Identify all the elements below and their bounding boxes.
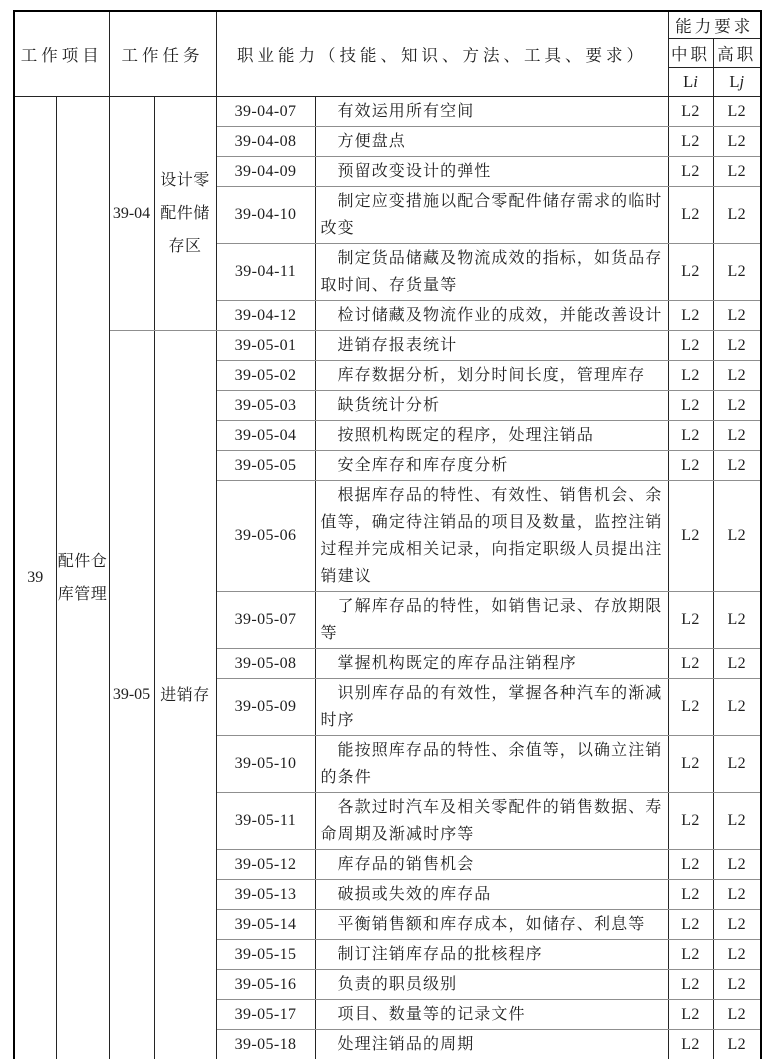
- level-prefix: L: [683, 72, 694, 91]
- ability-code-cell: 39-05-11: [216, 793, 315, 850]
- task-code-cell: 39-04: [109, 97, 154, 331]
- header-level-high: [713, 68, 761, 97]
- level-high-cell: L2: [713, 970, 761, 1000]
- ability-desc-cell: 处理注销品的周期: [315, 1030, 668, 1059]
- level-high-cell: L2: [713, 736, 761, 793]
- level-high-cell: L2: [713, 127, 761, 157]
- ability-code-cell: 39-04-11: [216, 244, 315, 301]
- ability-code-cell: 39-05-01: [216, 331, 315, 361]
- level-high-cell: L2: [713, 421, 761, 451]
- level-high-cell: L2: [713, 880, 761, 910]
- ability-desc-cell: 破损或失效的库存品: [315, 880, 668, 910]
- ability-code-cell: 39-05-17: [216, 1000, 315, 1030]
- ability-code-cell: 39-05-08: [216, 649, 315, 679]
- level-high-cell: L2: [713, 391, 761, 421]
- level-high-cell: L2: [713, 187, 761, 244]
- ability-desc-cell: 掌握机构既定的库存品注销程序: [315, 649, 668, 679]
- ability-code-cell: 39-04-08: [216, 127, 315, 157]
- ability-desc-cell: 预留改变设计的弹性: [315, 157, 668, 187]
- ability-desc-cell: 进销存报表统计: [315, 331, 668, 361]
- level-high-cell: L2: [713, 1030, 761, 1059]
- level-high-cell: L2: [713, 1000, 761, 1030]
- level-subscript: i: [693, 72, 698, 91]
- ability-code-cell: 39-05-15: [216, 940, 315, 970]
- ability-desc-cell: 方便盘点: [315, 127, 668, 157]
- level-high-cell: L2: [713, 481, 761, 592]
- ability-desc-cell: 库存品的销售机会: [315, 850, 668, 880]
- level-mid-cell: L2: [668, 793, 713, 850]
- level-subscript: j: [739, 72, 745, 91]
- ability-desc-cell: 各款过时汽车及相关零配件的销售数据、寿命周期及渐减时序等: [315, 793, 668, 850]
- level-high-cell: L2: [713, 592, 761, 649]
- level-mid-cell: L2: [668, 649, 713, 679]
- level-mid-cell: L2: [668, 157, 713, 187]
- level-mid-cell: L2: [668, 331, 713, 361]
- table-header-row: [14, 11, 761, 39]
- level-mid-cell: L2: [668, 679, 713, 736]
- ability-code-cell: 39-05-16: [216, 970, 315, 1000]
- project-name-cell: 配件仓库管理: [56, 97, 109, 1059]
- ability-code-cell: 39-05-06: [216, 481, 315, 592]
- ability-code-cell: 39-05-09: [216, 679, 315, 736]
- level-high-cell: L2: [713, 97, 761, 127]
- ability-code-cell: 39-05-13: [216, 880, 315, 910]
- level-mid-cell: L2: [668, 127, 713, 157]
- level-mid-cell: L2: [668, 850, 713, 880]
- level-high-cell: L2: [713, 361, 761, 391]
- level-mid-cell: L2: [668, 481, 713, 592]
- header-ability: 职业能力（技能、知识、方法、工具、要求）: [216, 11, 668, 97]
- level-mid-cell: L2: [668, 301, 713, 331]
- ability-desc-cell: 按照机构既定的程序，处理注销品: [315, 421, 668, 451]
- level-high-cell: L2: [713, 451, 761, 481]
- header-project: 工作项目: [14, 11, 109, 97]
- header-requirement: 能力要求: [668, 11, 761, 39]
- ability-code-cell: 39-05-07: [216, 592, 315, 649]
- ability-code-cell: 39-04-09: [216, 157, 315, 187]
- ability-desc-cell: 了解库存品的特性，如销售记录、存放期限等: [315, 592, 668, 649]
- header-high-vocational: 高职: [713, 39, 761, 68]
- level-mid-cell: L2: [668, 391, 713, 421]
- level-high-cell: L2: [713, 244, 761, 301]
- level-high-cell: L2: [713, 301, 761, 331]
- ability-code-cell: 39-05-05: [216, 451, 315, 481]
- ability-code-cell: 39-05-04: [216, 421, 315, 451]
- level-high-cell: L2: [713, 679, 761, 736]
- ability-desc-cell: 平衡销售额和库存成本，如储存、利息等: [315, 910, 668, 940]
- level-high-cell: L2: [713, 793, 761, 850]
- level-mid-cell: L2: [668, 361, 713, 391]
- table-row: [14, 97, 761, 127]
- ability-desc-cell: 根据库存品的特性、有效性、销售机会、余值等，确定待注销品的项目及数量，监控注销过程并完成相关记录，向指定职级人员提出注销建议: [315, 481, 668, 592]
- ability-desc-cell: 识别库存品的有效性，掌握各种汽车的渐减时序: [315, 679, 668, 736]
- ability-desc-cell: 项目、数量等的记录文件: [315, 1000, 668, 1030]
- level-mid-cell: L2: [668, 736, 713, 793]
- level-high-cell: L2: [713, 157, 761, 187]
- level-mid-cell: L2: [668, 97, 713, 127]
- level-mid-cell: L2: [668, 451, 713, 481]
- ability-code-cell: 39-05-12: [216, 850, 315, 880]
- task-name-cell: 进销存: [154, 331, 216, 1059]
- header-task: 工作任务: [109, 11, 216, 97]
- ability-code-cell: 39-05-14: [216, 910, 315, 940]
- ability-desc-cell: 能按照库存品的特性、余值等，以确立注销的条件: [315, 736, 668, 793]
- ability-desc-cell: 负责的职员级别: [315, 970, 668, 1000]
- level-prefix: L: [729, 72, 740, 91]
- level-mid-cell: L2: [668, 1000, 713, 1030]
- ability-desc-cell: 缺货统计分析: [315, 391, 668, 421]
- level-mid-cell: L2: [668, 592, 713, 649]
- level-mid-cell: L2: [668, 970, 713, 1000]
- level-mid-cell: L2: [668, 940, 713, 970]
- ability-code-cell: 39-05-18: [216, 1030, 315, 1059]
- level-high-cell: L2: [713, 331, 761, 361]
- level-mid-cell: L2: [668, 421, 713, 451]
- level-high-cell: L2: [713, 910, 761, 940]
- level-mid-cell: L2: [668, 187, 713, 244]
- ability-code-cell: 39-05-02: [216, 361, 315, 391]
- level-high-cell: L2: [713, 649, 761, 679]
- ability-code-cell: 39-04-10: [216, 187, 315, 244]
- ability-desc-cell: 检讨储藏及物流作业的成效，并能改善设计: [315, 301, 668, 331]
- task-code-cell: 39-05: [109, 331, 154, 1059]
- level-high-cell: L2: [713, 940, 761, 970]
- ability-desc-cell: 安全库存和库存度分析: [315, 451, 668, 481]
- ability-code-cell: 39-04-12: [216, 301, 315, 331]
- header-level-mid: [668, 68, 713, 97]
- level-mid-cell: L2: [668, 910, 713, 940]
- ability-desc-cell: 有效运用所有空间: [315, 97, 668, 127]
- level-mid-cell: L2: [668, 244, 713, 301]
- level-mid-cell: L2: [668, 880, 713, 910]
- ability-code-cell: 39-05-03: [216, 391, 315, 421]
- ability-desc-cell: 制定应变措施以配合零配件储存需求的临时改变: [315, 187, 668, 244]
- header-mid-vocational: 中职: [668, 39, 713, 68]
- ability-code-cell: 39-04-07: [216, 97, 315, 127]
- ability-desc-cell: 制订注销库存品的批核程序: [315, 940, 668, 970]
- competency-table: [13, 10, 762, 1059]
- level-mid-cell: L2: [668, 1030, 713, 1059]
- project-code-cell: 39: [14, 97, 56, 1059]
- table-row: [14, 331, 761, 361]
- ability-desc-cell: 库存数据分析，划分时间长度，管理库存: [315, 361, 668, 391]
- level-high-cell: L2: [713, 850, 761, 880]
- task-name-cell: 设计零配件储存区: [154, 97, 216, 331]
- ability-code-cell: 39-05-10: [216, 736, 315, 793]
- ability-desc-cell: 制定货品储藏及物流成效的指标，如货品存取时间、存货量等: [315, 244, 668, 301]
